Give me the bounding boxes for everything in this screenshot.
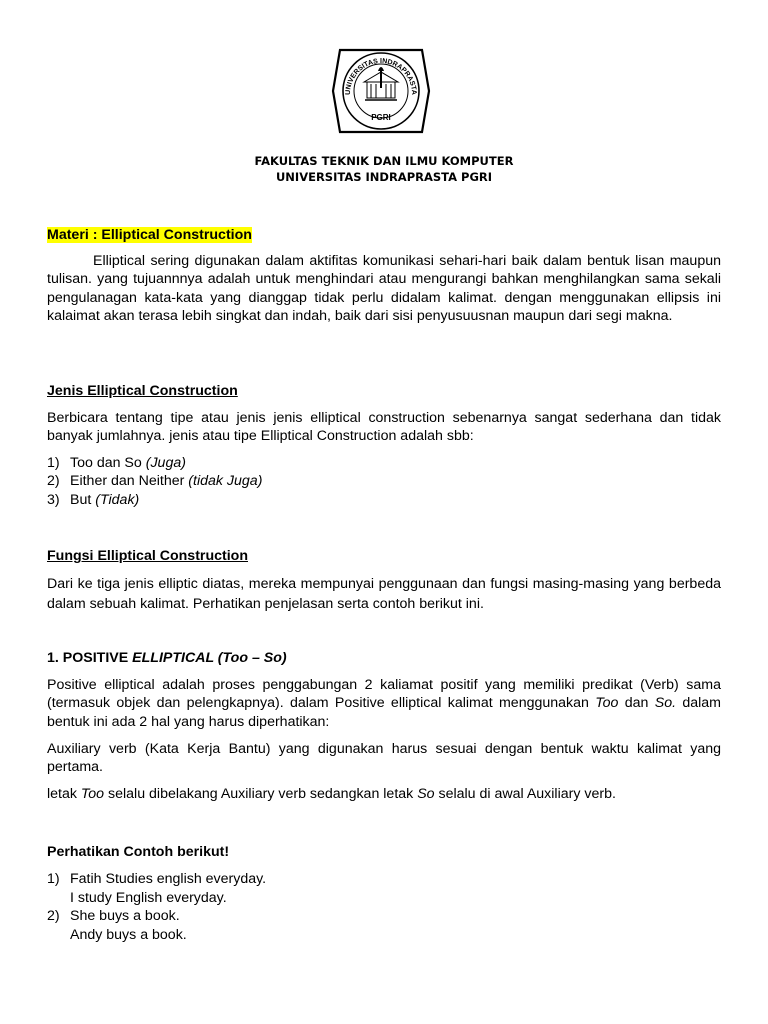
- list-item: 1) Too dan So (Juga): [47, 454, 186, 471]
- university-logo: [330, 44, 432, 138]
- fungsi-paragraph: Dari ke tiga jenis elliptic diatas, mereka mempunyai penggunaan dan fungsi masing-masing yang berbeda dalam sebuah kalimat. Perhatikan penjelasan serta contoh berikut ini.: [47, 576, 721, 612]
- jenis-list: [47, 454, 721, 510]
- university-name: UNIVERSITAS INDRAPRASTA PGRI: [275, 170, 493, 184]
- materi-paragraph: Elliptical sering digunakan dalam aktifitas komunikasi sehari-hari baik dalam bentuk lisan maupun tulisan. yang tujuannnya adalah untuk menghindari atau mengurangi bahkan menghilangkan sama sekali pengulanagan kata-kata yang dianggap tidak perlu didalam kalimat. dengan menggunakan ellipsis ini kalaimat akan terasa lebih singkat dan indah, baik dari sisi penyusuusnan maupun dari segi makna.: [47, 253, 721, 324]
- positive-title: 1. POSITIVE ELLIPTICAL (Too – So): [47, 650, 287, 666]
- materi-title: Materi : Elliptical Construction: [47, 227, 252, 243]
- positive-paragraph-3: letak Too selalu dibelakang Auxiliary verb sedangkan letak So selalu di awal Auxiliary verb.: [47, 786, 616, 803]
- svg-text:PGRI: PGRI: [371, 113, 391, 122]
- materi-section: [47, 226, 721, 325]
- positive-section: [47, 649, 721, 804]
- positive-paragraph-1: Positive elliptical adalah proses penggabungan 2 kaliamat positif yang memiliki predikat (Verb) sama (termasuk objek dan pelengkapnya). dalam Positive elliptical kalimat menggunakan Too dan So. dalam bentuk ini ada 2 hal yang harus diperhatikan:: [47, 677, 721, 730]
- faculty-name: FAKULTAS TEKNIK DAN ILMU KOMPUTER: [254, 154, 514, 168]
- faculty-header: [0, 153, 768, 185]
- jenis-paragraph: Berbicara tentang tipe atau jenis jenis elliptical construction sebenarnya sangat sederhana dan tidak banyak jumlahnya. jenis atau tipe Elliptical Construction adalah sbb:: [47, 410, 721, 445]
- list-item-continuation: I study English everyday.: [70, 889, 227, 906]
- contoh-title: Perhatikan Contoh berikut!: [47, 844, 230, 860]
- fungsi-section: [47, 547, 721, 614]
- list-item-continuation: Andy buys a book.: [70, 926, 187, 943]
- list-item: 3) But (Tidak): [47, 491, 140, 508]
- jenis-section: [47, 382, 721, 509]
- positive-paragraph-2: Auxiliary verb (Kata Kerja Bantu) yang digunakan harus sesuai dengan bentuk waktu kalimat yang pertama.: [47, 740, 721, 776]
- svg-text:UNIVERSITAS INDRAPRASTA: UNIVERSITAS INDRAPRASTA: [344, 57, 418, 96]
- fungsi-title: Fungsi Elliptical Construction: [47, 548, 248, 564]
- jenis-title: Jenis Elliptical Construction: [47, 383, 238, 399]
- contoh-list: [47, 870, 721, 944]
- list-item: 2) She buys a book.: [47, 908, 180, 924]
- list-item: 2) Either dan Neither (tidak Juga): [47, 473, 263, 490]
- contoh-section: [47, 843, 721, 944]
- list-item: 1) Fatih Studies english everyday.: [47, 871, 267, 887]
